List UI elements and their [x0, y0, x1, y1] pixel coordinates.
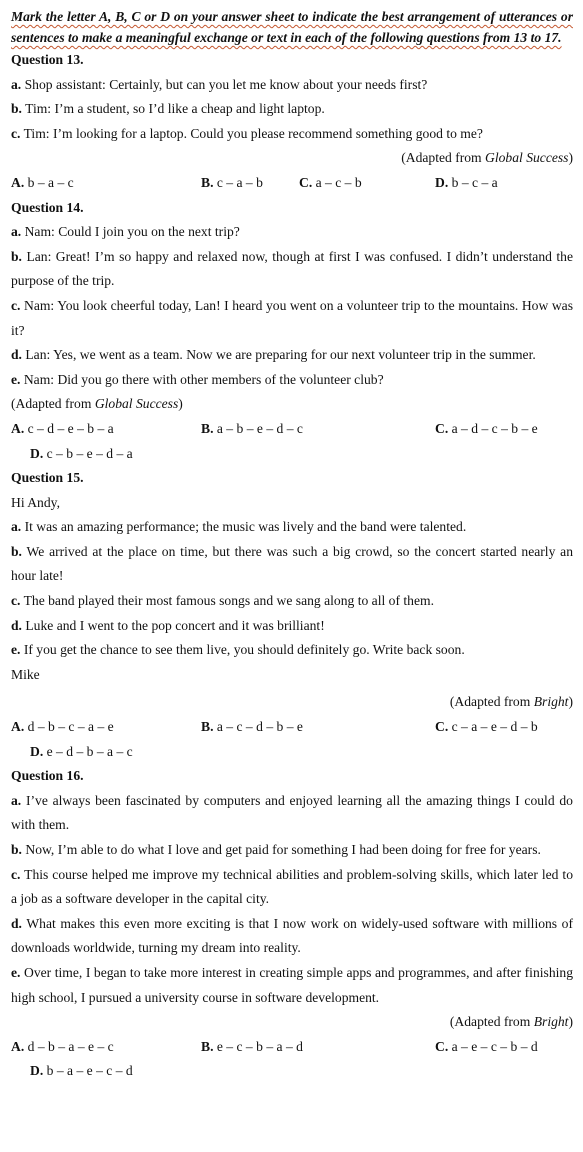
option-d[interactable]: D. b – c – a	[435, 174, 498, 190]
list-item: b. We arrived at the place on time, but there was such a big crowd, so the concert started nearly an hour late!	[11, 543, 573, 584]
option-d[interactable]: D. e – d – b – a – c	[30, 743, 133, 759]
question-14	[11, 196, 573, 467]
question-13	[11, 48, 573, 196]
list-item: a. Nam: Could I join you on the next trip?	[11, 224, 240, 240]
option-d[interactable]: D. c – b – e – d – a	[30, 445, 133, 461]
option-c[interactable]: C. c – a – e – d – b	[435, 719, 538, 735]
list-item: a. It was an amazing performance; the music was lively and the band were talented.	[11, 519, 467, 535]
option-a[interactable]: A. d – b – c – a – e	[11, 719, 114, 735]
source-note: (Adapted from Bright)	[449, 694, 573, 710]
option-a[interactable]: A. b – a – c	[11, 174, 74, 190]
list-item: c. Nam: You look cheerful today, Lan! I heard you went on a volunteer trip to the mountains. How was it?	[11, 297, 573, 338]
answer-options	[11, 1035, 573, 1060]
source-note: (Adapted from Bright)	[449, 1014, 573, 1030]
letter-greeting: Hi Andy,	[11, 494, 60, 510]
answer-options-row2	[11, 442, 573, 467]
answer-options-row2	[11, 1059, 573, 1084]
option-b[interactable]: B. c – a – b	[201, 174, 263, 190]
question-title: Question 14.	[11, 199, 84, 215]
option-b[interactable]: B. e – c – b – a – d	[201, 1038, 303, 1054]
list-item: c. This course helped me improve my technical abilities and problem-solving skills, which later led to a job as a software developer in the capital city.	[11, 866, 573, 907]
source-note: (Adapted from Global Success)	[401, 150, 573, 166]
list-item: d. Lan: Yes, we went as a team. Now we are preparing for our next volunteer trip in the summer.	[11, 347, 536, 363]
answer-options-row2	[11, 740, 573, 765]
option-b[interactable]: B. a – b – e – d – c	[201, 420, 303, 436]
instruction-text: Mark the letter A, B, C or D on your answer sheet to indicate the best arrangement of utterances or sentences to make a meaningful exchange or text in each of the following questions from 13 to 17.	[11, 9, 573, 45]
list-item: c. Tim: I’m looking for a laptop. Could you please recommend something good to me?	[11, 125, 483, 141]
list-item: b. Lan: Great! I’m so happy and relaxed now, though at first I was confused. I didn’t understand the purpose of the trip.	[11, 248, 573, 289]
list-item: a. I’ve always been fascinated by computers and enjoyed learning all the amazing things I could do with them.	[11, 792, 573, 833]
list-item: d. Luke and I went to the pop concert and it was brilliant!	[11, 617, 325, 633]
list-item: d. What makes this even more exciting is that I now work on widely-used software with millions of downloads worldwide, turning my dream into reality.	[11, 915, 574, 956]
option-b[interactable]: B. a – c – d – b – e	[201, 719, 303, 735]
list-item: a. Shop assistant: Certainly, but can you let me know about your needs first?	[11, 76, 428, 92]
question-title: Question 13.	[11, 52, 84, 67]
option-c[interactable]: C. a – e – c – b – d	[435, 1038, 538, 1054]
answer-options	[11, 417, 573, 442]
option-c[interactable]: C. a – c – b	[299, 174, 362, 190]
list-item: b. Now, I’m able to do what I love and get paid for something I had been doing for free for years.	[11, 842, 541, 857]
source-note: (Adapted from Global Success)	[11, 396, 183, 412]
list-item: e. Over time, I began to take more interest in creating simple apps and programmes, and after finishing high school, I pursued a university course in software development.	[11, 964, 573, 1005]
list-item: e. Nam: Did you go there with other members of the volunteer club?	[11, 371, 384, 387]
answer-options	[11, 171, 573, 196]
option-d[interactable]: D. b – a – e – c – d	[30, 1063, 133, 1079]
option-c[interactable]: C. a – d – c – b – e	[435, 420, 538, 436]
list-item: b. Tim: I’m a student, so I’d like a cheap and light laptop.	[11, 101, 325, 117]
letter-signature: Mike	[11, 666, 40, 682]
answer-options	[11, 715, 573, 740]
question-title: Question 16.	[11, 768, 84, 784]
list-item: c. The band played their most famous songs and we sang along to all of them.	[11, 593, 434, 609]
question-title: Question 15.	[11, 470, 84, 486]
question-16	[11, 764, 573, 1084]
option-a[interactable]: A. d – b – a – e – c	[11, 1038, 114, 1054]
question-15	[11, 466, 573, 764]
list-item: e. If you get the chance to see them live, you should definitely go. Write back soon.	[11, 642, 465, 658]
option-a[interactable]: A. c – d – e – b – a	[11, 420, 114, 436]
